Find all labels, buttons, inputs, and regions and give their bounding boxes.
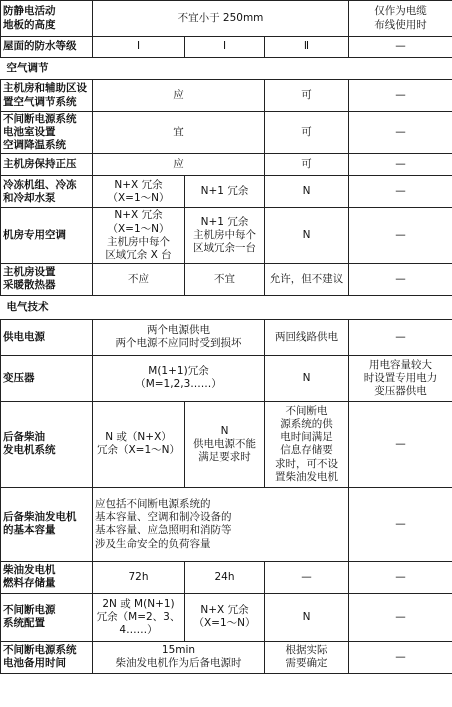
cell-level-b: Ⅰ <box>185 37 265 58</box>
cell-level-b: N+1 冗余 <box>185 176 265 208</box>
table-row <box>1 593 452 641</box>
cell-note: 仅作为电缆 布线使用时 <box>349 1 452 37</box>
cell-note: — <box>349 401 452 487</box>
table-row <box>1 1 452 37</box>
cell-level-c: N <box>265 208 349 264</box>
cell-note: — <box>349 263 452 295</box>
cell-level-c: 可 <box>265 80 349 112</box>
row-label: 主机房保持正压 <box>1 154 93 176</box>
row-label: 机房专用空调 <box>1 208 93 264</box>
cell-level-a: N+X 冗余 （X=1～N） 主机房中每个 区域冗余 X 台 <box>93 208 185 264</box>
table-row <box>1 112 452 154</box>
table-row <box>1 37 452 58</box>
table-row <box>1 154 452 176</box>
cell-level-a: Ⅰ <box>93 37 185 58</box>
row-label: 供电电源 <box>1 319 93 355</box>
cell-level-a: N 或（N+X） 冗余（X=1～N） <box>93 401 185 487</box>
cell-merged: M(1+1)冗余 （M=1,2,3……） <box>93 355 265 401</box>
cell-note: — <box>349 154 452 176</box>
cell-level-c: 根据实际 需要确定 <box>265 641 349 673</box>
cell-merged: 两个电源供电 两个电源不应同时受到损坏 <box>93 319 265 355</box>
cell-note: — <box>349 487 452 561</box>
cell-level-c: 不间断电 源系统的供 电时间满足 信息存储要 求时，可不设 置柴油发电机 <box>265 401 349 487</box>
cell-level-c: N <box>265 355 349 401</box>
row-label: 后备柴油发电机 的基本容量 <box>1 487 93 561</box>
table-row <box>1 401 452 487</box>
cell-note: — <box>349 319 452 355</box>
table-row <box>1 176 452 208</box>
cell-note: — <box>349 176 452 208</box>
cell-level-b: 24h <box>185 561 265 593</box>
cell-level-b: N 供电电源不能 满足要求时 <box>185 401 265 487</box>
cell-merged: 宜 <box>93 112 265 154</box>
cell-note: — <box>349 641 452 673</box>
section-row <box>1 295 452 319</box>
cell-level-b: 不宜 <box>185 263 265 295</box>
table-row <box>1 208 452 264</box>
cell-merged: 15min 柴油发电机作为后备电源时 <box>93 641 265 673</box>
table-row <box>1 355 452 401</box>
table-row <box>1 319 452 355</box>
cell-level-c: 可 <box>265 112 349 154</box>
row-label: 柴油发电机 燃料存储量 <box>1 561 93 593</box>
cell-note: 用电容量较大 时设置专用电力 变压器供电 <box>349 355 452 401</box>
section-row <box>1 58 452 80</box>
cell-level-b: N+1 冗余 主机房中每个 区域冗余一台 <box>185 208 265 264</box>
cell-level-c: 允许，但不建议 <box>265 263 349 295</box>
section-heading: 空气调节 <box>1 58 452 80</box>
cell-merged: 应 <box>93 154 265 176</box>
table-row <box>1 80 452 112</box>
row-label: 变压器 <box>1 355 93 401</box>
cell-merged: 应包括不间断电源系统的 基本容量、空调和制冷设备的 基本容量、应急照明和消防等 涉及生命安全的负荷容量 <box>93 487 349 561</box>
cell-level-c: 两回线路供电 <box>265 319 349 355</box>
cell-level-c: Ⅱ <box>265 37 349 58</box>
cell-level-a: N+X 冗余 （X=1～N） <box>93 176 185 208</box>
cell-note: — <box>349 80 452 112</box>
table-row <box>1 487 452 561</box>
table-row <box>1 263 452 295</box>
cell-merged: 应 <box>93 80 265 112</box>
row-label: 不间断电源 系统配置 <box>1 593 93 641</box>
section-heading: 电气技术 <box>1 295 452 319</box>
row-label: 主机房设置 采暖散热器 <box>1 263 93 295</box>
table-row <box>1 561 452 593</box>
row-label: 屋面的防水等级 <box>1 37 93 58</box>
row-label: 防静电活动 地板的高度 <box>1 1 93 37</box>
cell-note: — <box>349 208 452 264</box>
cell-level-a: 72h <box>93 561 185 593</box>
cell-level-c: 可 <box>265 154 349 176</box>
row-label: 不间断电源系统 电池备用时间 <box>1 641 93 673</box>
row-label: 不间断电源系统 电池室设置 空调降温系统 <box>1 112 93 154</box>
cell-level-b: N+X 冗余 （X=1～N） <box>185 593 265 641</box>
cell-note: — <box>349 112 452 154</box>
cell-note: — <box>349 593 452 641</box>
row-label: 主机房和辅助区设 置空气调节系统 <box>1 80 93 112</box>
table-row <box>1 641 452 673</box>
cell-level-c: N <box>265 176 349 208</box>
cell-note: — <box>349 561 452 593</box>
cell-note: — <box>349 37 452 58</box>
cell-level-c: — <box>265 561 349 593</box>
cell-level-c: N <box>265 593 349 641</box>
cell-level-a: 不应 <box>93 263 185 295</box>
row-label: 冷冻机组、冷冻 和冷却水泵 <box>1 176 93 208</box>
cell-level-a: 2N 或 M(N+1) 冗余（M=2、3、 4……） <box>93 593 185 641</box>
row-label: 后备柴油 发电机系统 <box>1 401 93 487</box>
cell-merged: 不宜小于 250mm <box>93 1 349 37</box>
